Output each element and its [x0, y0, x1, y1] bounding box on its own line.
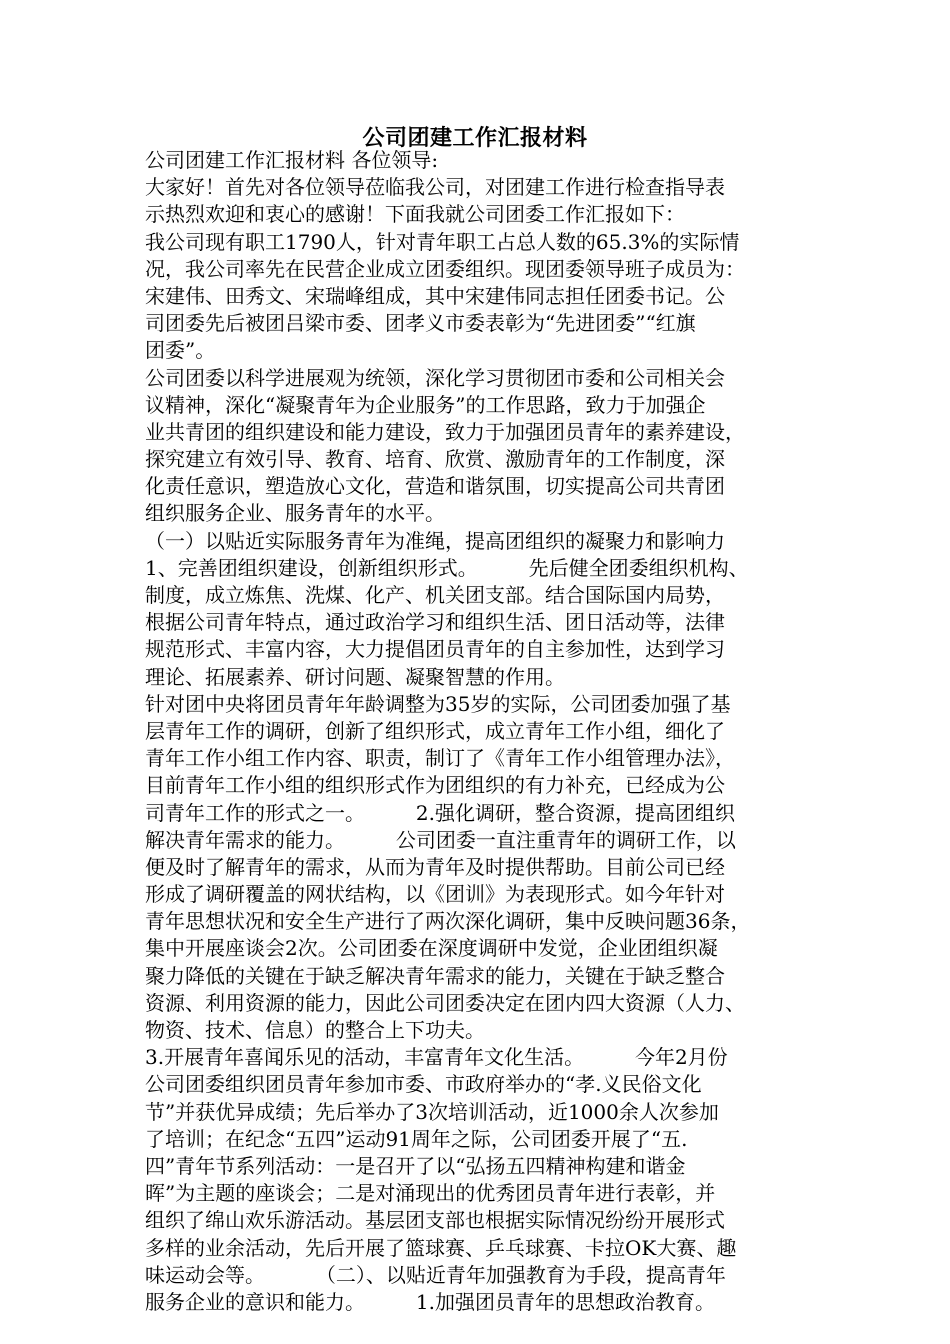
body-line: 示热烈欢迎和衷心的感谢！下面我就公司团委工作汇报如下：: [145, 202, 685, 227]
body-line: 针对团中央将团员青年年龄调整为35岁的实际，公司团委加强了基: [145, 691, 731, 716]
body-line: 团委”。: [145, 338, 216, 363]
body-line: 便及时了解青年的需求，从而为青年及时提供帮助。目前公司已经: [145, 854, 725, 879]
body-line: 况，我公司率先在民营企业成立团委组织。现团委领导班子成员为：: [145, 256, 745, 281]
body-line: 组织了绵山欢乐游活动。基层团支部也根据实际情况纷纷开展形式: [145, 1208, 725, 1233]
body-line: 晖”为主题的座谈会；二是对涌现出的优秀团员青年进行表彰，并: [145, 1181, 716, 1206]
body-line: 目前青年工作小组的组织形式作为团组织的有力补充，已经成为公: [145, 773, 725, 798]
body-line: 味运动会等。 （二）、以贴近青年加强教育为手段，提高青年: [145, 1262, 726, 1287]
body-line: 集中开展座谈会2次。公司团委在深度调研中发觉，企业团组织凝: [145, 936, 718, 961]
body-line: 层青年工作的调研，创新了组织形式，成立青年工作小组，细化了: [145, 718, 725, 743]
body-line: 解决青年需求的能力。 公司团委一直注重青年的调研工作，以: [145, 827, 736, 852]
body-line: 资源、利用资源的能力，因此公司团委决定在团内四大资源（人力、: [145, 990, 745, 1015]
body-line: 规范形式、丰富内容，大力提倡团员青年的自主参加性，达到学习: [145, 637, 725, 662]
body-line: 青年思想状况和安全生产进行了两次深化调研，集中反映问题36条，: [145, 909, 751, 934]
body-line: 物资、技术、信息）的整合上下功夫。: [145, 1018, 485, 1042]
body-line: （一）以贴近实际服务青年为准绳，提高团组织的凝聚力和影响力: [145, 528, 725, 553]
body-line: 理论、拓展素养、研讨问题、凝聚智慧的作用。: [145, 664, 565, 689]
body-line: 大家好！首先对各位领导莅临我公司，对团建工作进行检查指导表: [145, 175, 725, 200]
body-line: 形成了调研覆盖的网状结构，以《团训》为表现形式。如今年针对: [145, 882, 725, 907]
body-line: 多样的业余活动，先后开展了篮球赛、乒乓球赛、卡拉OK大赛、趣: [145, 1235, 737, 1260]
body-line: 组织服务企业、服务青年的水平。: [145, 501, 445, 526]
body-line: 四”青年节系列活动：一是召开了以“弘扬五四精神构建和谐金: [145, 1153, 686, 1178]
body-line: 化责任意识，塑造放心文化，营造和谐氛围，切实提高公司共青团: [145, 474, 725, 499]
body-line: 我公司现有职工1790人，针对青年职工占总人数的65.3%的实际情: [145, 229, 740, 254]
body-line: 公司团建工作汇报材料 各位领导:: [145, 148, 439, 172]
body-line: 探究建立有效引导、教育、培育、欣赏、激励青年的工作制度，深: [145, 447, 725, 472]
body-line: 1、完善团组织建设，创新组织形式。 先后健全团委组织机构、: [145, 555, 749, 580]
document-title: 公司团建工作汇报材料: [362, 125, 588, 151]
body-line: 业共青团的组织建设和能力建设，致力于加强团员青年的素养建设，: [145, 419, 745, 444]
body-line: 节”并获优异成绩；先后举办了3次培训活动，近1000余人次参加: [145, 1099, 719, 1124]
document-body: [145, 147, 815, 1316]
body-line: 公司团委以科学进展观为统领，深化学习贯彻团市委和公司相关会: [145, 365, 725, 390]
body-line: 司团委先后被团吕梁市委、团孝义市委表彰为“先进团委”“红旗: [145, 311, 696, 336]
body-line: 制度，成立炼焦、洗煤、化产、机关团支部。结合国际国内局势，: [145, 583, 725, 607]
body-line: 聚力降低的关键在于缺乏解决青年需求的能力，关键在于缺乏整合: [145, 963, 725, 988]
body-line: 青年工作小组工作内容、职责，制订了《青年工作小组管理办法》，: [145, 746, 735, 771]
body-line: 宋建伟、田秀文、宋瑞峰组成，其中宋建伟同志担任团委书记。公: [145, 283, 725, 308]
body-line: 服务企业的意识和能力。 1.加强团员青年的思想政治教育。: [145, 1289, 715, 1314]
body-line: 了培训；在纪念“五四”运动91周年之际，公司团委开展了“五.: [145, 1126, 688, 1151]
body-line: 根据公司青年特点，通过政治学习和组织生活、团日活动等，法律: [145, 610, 725, 635]
body-line: 公司团委组织团员青年参加市委、市政府举办的“孝.义民俗文化: [145, 1072, 702, 1097]
body-line: 司青年工作的形式之一。 2.强化调研，整合资源，提高团组织: [145, 800, 735, 825]
body-line: 议精神，深化“凝聚青年为企业服务”的工作思路，致力于加强企: [145, 392, 706, 417]
body-line: 3.开展青年喜闻乐见的活动，丰富青年文化生活。 今年2月份: [145, 1045, 728, 1070]
